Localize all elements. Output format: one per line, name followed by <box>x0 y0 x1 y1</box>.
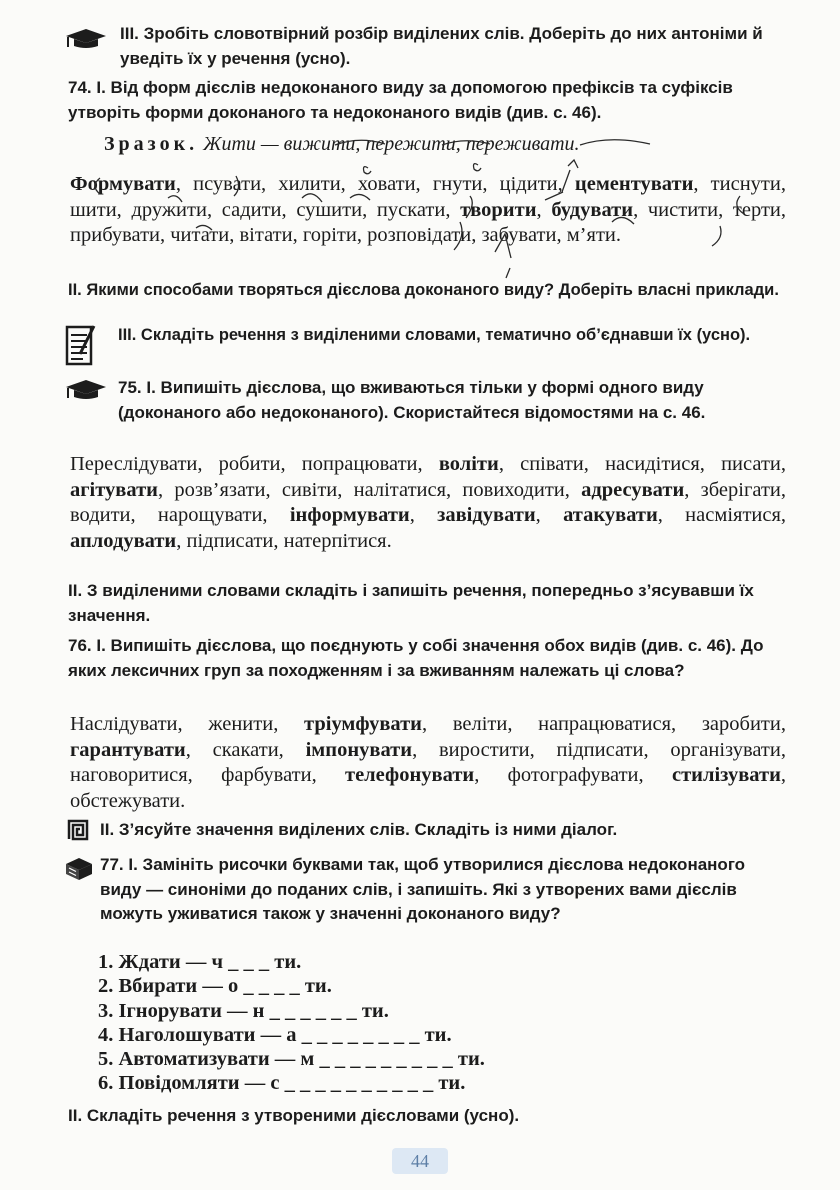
word-text: , веліти, напрацюватися, заробити, <box>422 713 786 735</box>
sample-text: Жити — вижити, пережити, переживати. <box>203 133 580 155</box>
word-text: , насміятися, <box>657 504 787 526</box>
highlighted-word: імпонувати <box>305 738 413 761</box>
word-text: , <box>535 504 564 526</box>
exercise-number: 77. <box>100 855 124 874</box>
exercise-number: 74. <box>68 78 92 97</box>
highlighted-word: воліти <box>438 453 499 475</box>
ex76-task2: ІІ. З’ясуйте значення виділених слів. Складіть із ними діалог. <box>100 820 618 839</box>
highlighted-word: гарантувати <box>70 738 186 761</box>
word-text: , <box>409 504 438 526</box>
word-text: , обстежувати. <box>70 764 787 812</box>
ex77-task2: ІІ. Складіть речення з утвореними дієсловами (усно). <box>68 1106 520 1125</box>
highlighted-word: цементувати <box>574 173 694 195</box>
ex74-task2: ІІ. Якими способами творяться дієслова доконаного виду? Доберіть власні приклади. <box>68 281 779 299</box>
list-item: 2. Вбирати — о _ _ _ _ ти. <box>98 975 332 998</box>
word-text: , виростити, підписати, організувати, наговоритися, фарбувати, <box>70 738 786 786</box>
word-text: , <box>536 198 552 221</box>
highlighted-word: будувати <box>551 198 634 221</box>
highlighted-word: тріумфувати <box>304 713 422 735</box>
word-text: , скакати, <box>185 738 306 761</box>
word-text: Переслідувати, робити, попрацювати, <box>70 453 439 475</box>
highlighted-word: творити <box>460 198 537 221</box>
word-text: , розв’язати, сивіти, налітатися, повиходити, <box>157 478 582 501</box>
page-number: 44 <box>392 1148 448 1174</box>
highlighted-word: адресувати <box>581 478 685 501</box>
exercise-number: 76. <box>68 636 92 655</box>
word-text: , псувати, хилити, ховати, гнути, цідити, <box>175 173 575 195</box>
highlighted-word: телефонувати <box>345 764 475 786</box>
word-text: , тиснути, шити, дружити, садити, сушити, пускати, <box>70 173 786 221</box>
list-item: 4. Наголошувати — а _ _ _ _ _ _ _ _ ти. <box>98 1023 452 1046</box>
word-text: , підписати, натерпітися. <box>176 529 392 552</box>
word-text: , фотографувати, <box>474 764 672 786</box>
highlighted-word: стилізувати <box>671 764 781 786</box>
sample-label: Зразок. <box>104 133 199 155</box>
list-item: 6. Повідомляти — с _ _ _ _ _ _ _ _ _ _ ти. <box>98 1072 466 1095</box>
ex75-task2: ІІ. З виділеними словами складіть і запишіть речення, попередньо з’ясувавши їх значення. <box>68 581 754 625</box>
word-text: , чистити, терти, прибувати, читати, вітати, горіти, розповідати, забувати, м’яти. <box>70 198 786 246</box>
list-item: 1. Ждати — ч _ _ _ ти. <box>98 951 302 973</box>
word-text: , зберігати, водити, нарощувати, <box>70 478 786 526</box>
task-text: І. Випишіть дієслова, що вживаються тільки у формі одного виду (доконаного або недоконаного). Скористайтеся відомостями на с. 46. <box>118 378 706 422</box>
list-item: 5. Автоматизувати — м _ _ _ _ _ _ _ _ _ ти. <box>98 1048 485 1071</box>
highlighted-word: інформувати <box>289 504 410 526</box>
ex73-task3: III. Зробіть словотвірний розбір виділених слів. Доберіть до них антоніми й уведіть їх у речення (усно). <box>120 24 763 68</box>
task-text: І. Випишіть дієслова, що поєднують у собі значення обох видів (див. с. 46). До яких лексичних груп за походженням і за вживанням належать ці слова? <box>68 636 764 680</box>
highlighted-word: завідувати <box>437 504 536 526</box>
exercise-number: 75. <box>118 378 142 397</box>
list-item: 3. Ігнорувати — н _ _ _ _ _ _ ти. <box>98 999 389 1022</box>
highlighted-word: атакувати <box>563 504 658 526</box>
task-text: І. Замініть рисочки буквами так, щоб утворилися дієслова недоконаного виду — синоніми до поданих слів, і запишіть. Які з утворених вами дієслів можуть уживатися також у значенні доконаного виду? <box>100 855 746 923</box>
highlighted-word: агітувати <box>70 478 158 501</box>
highlighted-word: Формувати <box>70 173 176 195</box>
word-text: , співати, насидітися, писати, <box>498 453 786 475</box>
word-text: Наслідувати, женити, <box>70 713 305 735</box>
task-text: І. Від форм дієслів недоконаного виду за допомогою префіксів та суфіксів утворіть форми доконаного та недоконаного видів (див. с. 46). <box>68 78 733 122</box>
highlighted-word: аплодувати <box>70 529 177 552</box>
ex74-task3: ІІІ. Складіть речення з виділеними словами, тематично об’єднавши їх (усно). <box>118 326 751 344</box>
